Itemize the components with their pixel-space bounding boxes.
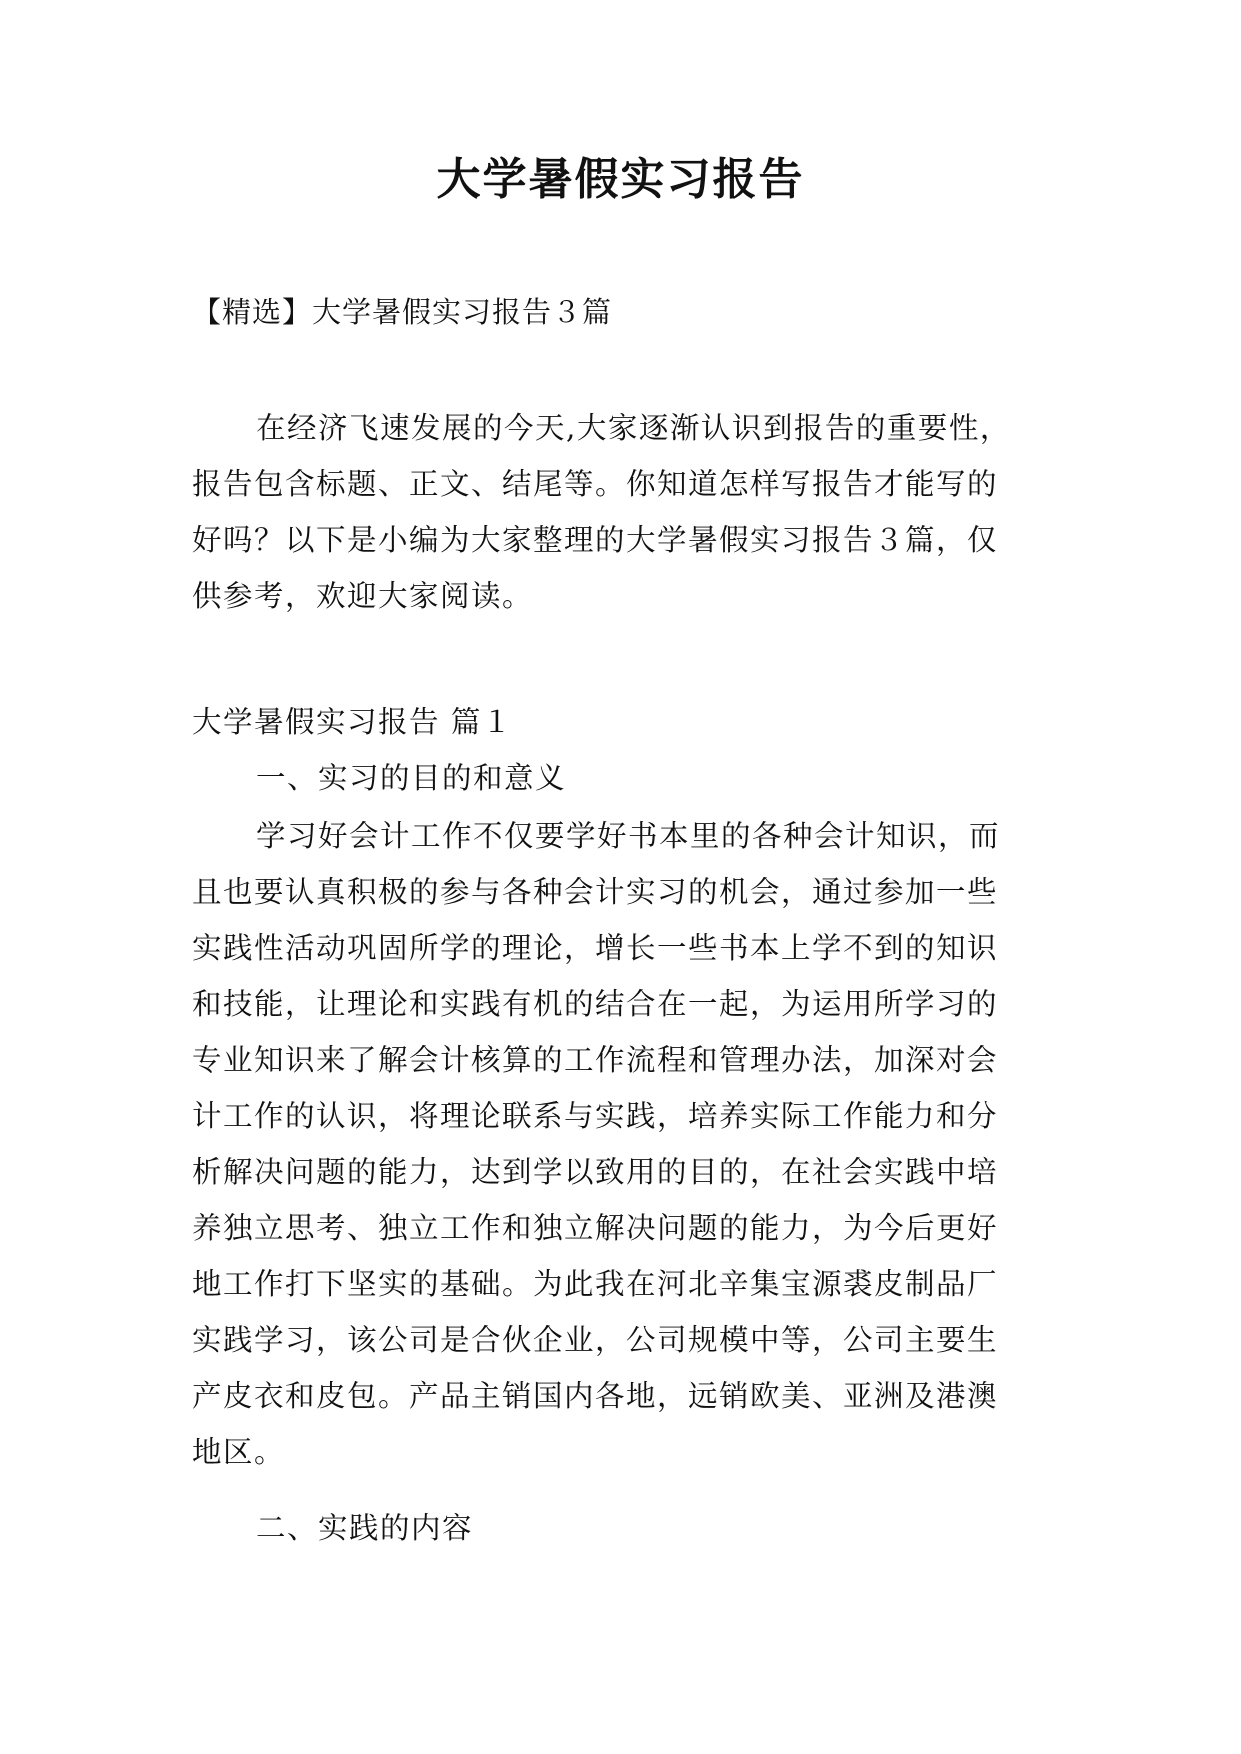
intro-line: 报告包含标题、正文、结尾等。你知道怎样写报告才能写的 xyxy=(192,467,999,501)
document-title: 大学暑假实习报告 xyxy=(436,154,805,205)
body-line: 专业知识来了解会计核算的工作流程和管理办法，加深对会 xyxy=(192,1043,999,1077)
body-line: 地工作打下坚实的基础。为此我在河北辛集宝源裘皮制品厂 xyxy=(192,1267,999,1301)
body-line: 实践学习，该公司是合伙企业，公司规模中等，公司主要生 xyxy=(192,1323,999,1357)
document-subtitle: 【精选】大学暑假实习报告３篇 xyxy=(192,295,613,329)
body-line: 且也要认真积极的参与各种会计实习的机会，通过参加一些 xyxy=(192,875,999,909)
section-heading: 一、实习的目的和意义 xyxy=(256,761,567,795)
body-line: 实践性活动巩固所学的理论，增长一些书本上学不到的知识 xyxy=(192,931,999,965)
body-line: 产皮衣和皮包。产品主销国内各地，远销欧美、亚洲及港澳 xyxy=(192,1379,999,1413)
intro-line: 在经济飞速发展的今天,大家逐渐认识到报告的重要性， xyxy=(256,411,1011,445)
intro-line: 供参考，欢迎大家阅读。 xyxy=(192,579,534,613)
intro-line: 好吗？以下是小编为大家整理的大学暑假实习报告３篇，仅 xyxy=(192,523,999,557)
body-line: 养独立思考、独立工作和独立解决问题的能力，为今后更好 xyxy=(192,1211,999,1245)
body-line: 学习好会计工作不仅要学好书本里的各种会计知识，而 xyxy=(256,819,1001,853)
body-line: 析解决问题的能力，达到学以致用的目的，在社会实践中培 xyxy=(192,1155,999,1189)
section-heading: 二、实践的内容 xyxy=(256,1511,474,1545)
section-title: 大学暑假实习报告 篇１ xyxy=(192,705,513,739)
body-line: 计工作的认识，将理论联系与实践，培养实际工作能力和分 xyxy=(192,1099,999,1133)
body-line: 地区。 xyxy=(192,1435,286,1469)
body-line: 和技能，让理论和实践有机的结合在一起，为运用所学习的 xyxy=(192,987,999,1021)
